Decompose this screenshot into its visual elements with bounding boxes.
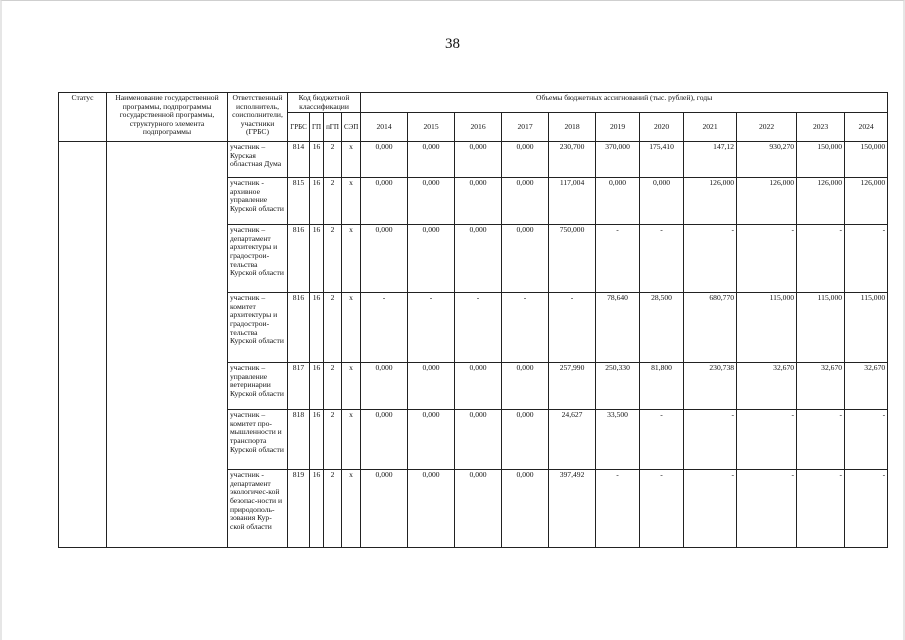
code-cell: х	[342, 178, 361, 225]
value-cell-2017: 0,000	[502, 363, 549, 410]
code-cell: 816	[288, 225, 310, 293]
code-cell: 16	[310, 470, 324, 548]
value-cell-2019: -	[596, 225, 640, 293]
header-code-pgp: пГП	[324, 113, 342, 142]
code-cell: х	[342, 293, 361, 363]
value-cell-2020: 28,500	[640, 293, 684, 363]
value-cell-2017: 0,000	[502, 178, 549, 225]
value-cell-2022: 126,000	[737, 178, 797, 225]
value-cell-2017: 0,000	[502, 142, 549, 178]
code-cell: 819	[288, 470, 310, 548]
value-cell-2019: 370,000	[596, 142, 640, 178]
value-cell-2023: 32,670	[797, 363, 845, 410]
header-year-2023: 2023	[797, 113, 845, 142]
page-number: 38	[445, 36, 460, 52]
value-cell-2020: -	[640, 225, 684, 293]
value-cell-2018: -	[549, 293, 596, 363]
value-cell-2024: 115,000	[845, 293, 888, 363]
value-cell-2023: 115,000	[797, 293, 845, 363]
header-volumes: Объемы бюджетных ассигнований (тыс. рублей), годы	[361, 93, 888, 113]
code-cell: х	[342, 470, 361, 548]
budget-table	[58, 92, 888, 548]
code-cell: 16	[310, 410, 324, 470]
code-cell: 815	[288, 178, 310, 225]
value-cell-2016: 0,000	[455, 225, 502, 293]
value-cell-2015: 0,000	[408, 363, 455, 410]
header-status: Статус	[59, 93, 107, 142]
value-cell-2019: -	[596, 470, 640, 548]
value-cell-2021: -	[684, 410, 737, 470]
status-cell	[59, 142, 107, 548]
participant-cell: участник - департамент экологичес-кой безопас-ности и природополь-зования Кур-ской области	[228, 470, 288, 548]
value-cell-2018: 397,492	[549, 470, 596, 548]
value-cell-2024: 150,000	[845, 142, 888, 178]
value-cell-2024: 32,670	[845, 363, 888, 410]
header-year-2017: 2017	[502, 113, 549, 142]
code-cell: 16	[310, 142, 324, 178]
code-cell: х	[342, 142, 361, 178]
value-cell-2017: 0,000	[502, 225, 549, 293]
header-year-2020: 2020	[640, 113, 684, 142]
value-cell-2014: 0,000	[361, 225, 408, 293]
header-year-2015: 2015	[408, 113, 455, 142]
value-cell-2021: 147,12	[684, 142, 737, 178]
participant-cell: участник – департамент архитектуры и градострои-тельства Курской области	[228, 225, 288, 293]
table-row	[59, 142, 888, 178]
code-cell: 2	[324, 293, 342, 363]
value-cell-2022: 930,270	[737, 142, 797, 178]
value-cell-2016: 0,000	[455, 470, 502, 548]
value-cell-2019: 33,500	[596, 410, 640, 470]
value-cell-2014: 0,000	[361, 470, 408, 548]
value-cell-2015: -	[408, 293, 455, 363]
value-cell-2017: 0,000	[502, 410, 549, 470]
value-cell-2019: 78,640	[596, 293, 640, 363]
value-cell-2023: -	[797, 410, 845, 470]
header-executor: Ответственный исполнитель, соисполнители, участники (ГРБС)	[228, 93, 288, 142]
value-cell-2019: 250,330	[596, 363, 640, 410]
value-cell-2016: 0,000	[455, 178, 502, 225]
header-year-2019: 2019	[596, 113, 640, 142]
code-cell: 2	[324, 363, 342, 410]
code-cell: 818	[288, 410, 310, 470]
code-cell: 2	[324, 178, 342, 225]
code-cell: 2	[324, 410, 342, 470]
value-cell-2018: 257,990	[549, 363, 596, 410]
header-code-sep: СЭП	[342, 113, 361, 142]
value-cell-2015: 0,000	[408, 142, 455, 178]
value-cell-2018: 24,627	[549, 410, 596, 470]
value-cell-2019: 0,000	[596, 178, 640, 225]
value-cell-2016: -	[455, 293, 502, 363]
code-cell: х	[342, 410, 361, 470]
code-cell: 814	[288, 142, 310, 178]
value-cell-2017: -	[502, 293, 549, 363]
value-cell-2014: 0,000	[361, 410, 408, 470]
code-cell: 2	[324, 470, 342, 548]
value-cell-2018: 750,000	[549, 225, 596, 293]
value-cell-2015: 0,000	[408, 178, 455, 225]
value-cell-2022: 32,670	[737, 363, 797, 410]
code-cell: 16	[310, 225, 324, 293]
value-cell-2024: 126,000	[845, 178, 888, 225]
participant-cell: участник – Курская областная Дума	[228, 142, 288, 178]
code-cell: 2	[324, 142, 342, 178]
code-cell: 16	[310, 178, 324, 225]
header-code-gp: ГП	[310, 113, 324, 142]
code-cell: х	[342, 225, 361, 293]
value-cell-2016: 0,000	[455, 363, 502, 410]
value-cell-2024: -	[845, 470, 888, 548]
value-cell-2022: 115,000	[737, 293, 797, 363]
value-cell-2014: -	[361, 293, 408, 363]
value-cell-2023: 150,000	[797, 142, 845, 178]
value-cell-2018: 230,700	[549, 142, 596, 178]
header-program-name: Наименование государственной программы, подпрограммы государственной программы, структурного элемента подпрограммы	[107, 93, 228, 142]
value-cell-2020: 175,410	[640, 142, 684, 178]
value-cell-2015: 0,000	[408, 410, 455, 470]
value-cell-2024: -	[845, 225, 888, 293]
value-cell-2020: 0,000	[640, 178, 684, 225]
value-cell-2021: -	[684, 225, 737, 293]
value-cell-2023: -	[797, 225, 845, 293]
participant-cell: участник – комитет архитектуры и градострои-тельства Курской области	[228, 293, 288, 363]
header-year-2021: 2021	[684, 113, 737, 142]
value-cell-2014: 0,000	[361, 142, 408, 178]
participant-cell: участник - архивное управление Курской области	[228, 178, 288, 225]
value-cell-2021: 680,770	[684, 293, 737, 363]
value-cell-2020: -	[640, 410, 684, 470]
value-cell-2021: -	[684, 470, 737, 548]
program-name-cell	[107, 142, 228, 548]
header-year-2024: 2024	[845, 113, 888, 142]
header-year-2014: 2014	[361, 113, 408, 142]
header-year-2018: 2018	[549, 113, 596, 142]
value-cell-2021: 126,000	[684, 178, 737, 225]
code-cell: 2	[324, 225, 342, 293]
value-cell-2022: -	[737, 410, 797, 470]
value-cell-2016: 0,000	[455, 410, 502, 470]
value-cell-2024: -	[845, 410, 888, 470]
value-cell-2015: 0,000	[408, 470, 455, 548]
value-cell-2014: 0,000	[361, 178, 408, 225]
value-cell-2022: -	[737, 225, 797, 293]
header-year-2016: 2016	[455, 113, 502, 142]
code-cell: 16	[310, 293, 324, 363]
value-cell-2023: -	[797, 470, 845, 548]
participant-cell: участник – управление ветеринарии Курской области	[228, 363, 288, 410]
value-cell-2020: 81,800	[640, 363, 684, 410]
value-cell-2015: 0,000	[408, 225, 455, 293]
header-year-2022: 2022	[737, 113, 797, 142]
code-cell: 816	[288, 293, 310, 363]
code-cell: 817	[288, 363, 310, 410]
value-cell-2022: -	[737, 470, 797, 548]
value-cell-2021: 230,738	[684, 363, 737, 410]
code-cell: х	[342, 363, 361, 410]
value-cell-2017: 0,000	[502, 470, 549, 548]
code-cell: 16	[310, 363, 324, 410]
value-cell-2020: -	[640, 470, 684, 548]
header-budget-code: Код бюджетной классификации	[288, 93, 361, 113]
value-cell-2018: 117,004	[549, 178, 596, 225]
value-cell-2016: 0,000	[455, 142, 502, 178]
value-cell-2023: 126,000	[797, 178, 845, 225]
header-code-grbs: ГРБС	[288, 113, 310, 142]
participant-cell: участник – комитет про-мышленности и транспорта Курской области	[228, 410, 288, 470]
value-cell-2014: 0,000	[361, 363, 408, 410]
